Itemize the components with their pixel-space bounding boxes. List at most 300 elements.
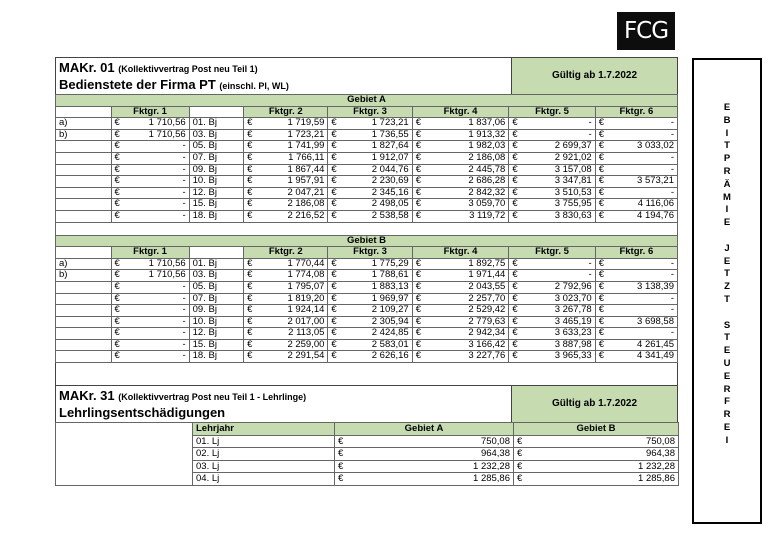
currency-cell: € [111,152,125,164]
currency-cell: € [509,199,523,211]
currency-cell: € [244,293,258,305]
f3-value: 2 424,85 [342,328,412,340]
f5-value: 3 347,81 [523,176,595,188]
currency-cell: € [595,270,609,282]
currency-cell: € [244,281,258,293]
f1-value: 1 710,56 [125,129,189,141]
f4-value: 1 982,03 [427,141,509,153]
col-header-f1: Fktgr. 1 [111,106,189,118]
f6-value: - [610,305,678,317]
currency-cell: € [412,141,426,153]
currency-cell: € [328,129,342,141]
currency-cell: € [244,210,258,222]
f1-value: 1 710,56 [125,258,189,270]
currency-cell: € [244,351,258,363]
currency-cell: € [412,176,426,188]
currency-cell: € [595,258,609,270]
f5-value: - [523,118,595,130]
currency-cell: € [412,199,426,211]
currency-cell: € [412,305,426,317]
gebiet-a-value: 1 232,28 [349,460,514,473]
f3-value: 2 538,58 [342,210,412,222]
sidebar-letter: M [723,191,731,203]
bj-cell: 18. Bj [189,210,243,222]
sidebar-letter: U [723,357,731,369]
currency-cell: € [111,339,125,351]
f6-value: 3 573,21 [610,176,678,188]
sidebar-letter: E [723,421,731,433]
apprentice-table [55,422,679,486]
f2-value: 2 186,08 [258,199,328,211]
currency-cell: € [244,152,258,164]
f3-value: 2 626,16 [342,351,412,363]
currency-cell: € [328,293,342,305]
gebiet-b-value: 1 232,28 [528,460,679,473]
currency-cell: € [111,176,125,188]
f3-value: 1 827,64 [342,141,412,153]
f1-value: - [125,328,189,340]
currency-cell: € [509,118,523,130]
f4-value: 3 119,72 [427,210,509,222]
currency-cell: € [412,210,426,222]
currency-cell: € [595,199,609,211]
bj-cell: 07. Bj [189,293,243,305]
row-label: a) [56,258,112,270]
bj-cell: 01. Bj [189,118,243,130]
currency-cell: € [509,328,523,340]
currency-cell: € [595,281,609,293]
gebiet-b-label: Gebiet B [56,235,678,247]
f6-value: 3 138,39 [610,281,678,293]
f4-value: 3 227,76 [427,351,509,363]
lehrjahr-cell: 03. Lj [193,460,335,473]
row-label [56,152,112,164]
bj-cell: 15. Bj [189,339,243,351]
salary-document [55,57,678,486]
table-row [56,328,678,340]
currency-cell: € [595,305,609,317]
f6-value: - [610,164,678,176]
f5-value: 3 633,23 [523,328,595,340]
sidebar-letter: E [723,370,731,382]
table-row [56,293,678,305]
currency-cell: € [111,351,125,363]
col-header-f1: Fktgr. 1 [111,247,189,259]
f4-value: 2 257,70 [427,293,509,305]
row-label [56,210,112,222]
col-header-f6: Fktgr. 6 [595,106,677,118]
bj-cell: 03. Bj [189,129,243,141]
currency-cell: € [595,351,609,363]
row-label [56,187,112,199]
f2-value: 1 766,11 [258,152,328,164]
currency-cell: € [509,281,523,293]
col-header-f4: Fktgr. 4 [412,247,509,259]
bj-cell: 10. Bj [189,176,243,188]
currency-cell: € [335,435,349,448]
sidebar-letter: E [723,102,731,113]
sidebar-vertical-text [692,58,762,524]
currency-cell: € [412,164,426,176]
f3-value: 1 969,97 [342,293,412,305]
f4-value: 2 686,28 [427,176,509,188]
f1-value: - [125,187,189,199]
sidebar-letter: I [725,127,729,139]
f1-value: - [125,305,189,317]
currency-cell: € [328,152,342,164]
sidebar-letter: I [725,204,729,216]
table-row [56,270,678,282]
sidebar-letter: F [724,396,730,408]
sidebar-letter [694,230,760,243]
table-row [56,129,678,141]
f2-value: 1 819,20 [258,293,328,305]
currency-cell: € [412,351,426,363]
bj-cell: 03. Bj [189,270,243,282]
currency-cell: € [328,199,342,211]
currency-cell: € [595,316,609,328]
currency-cell: € [328,164,342,176]
gebiet-a-value: 1 285,86 [349,473,514,486]
row-label [56,351,112,363]
f1-value: - [125,199,189,211]
f3-value: 1 775,29 [342,258,412,270]
currency-cell: € [412,293,426,305]
col-header-f3: Fktgr. 3 [328,106,412,118]
currency-cell: € [509,187,523,199]
f4-value: 2 942,34 [427,328,509,340]
currency-cell: € [111,187,125,199]
sidebar-letter: Z [724,281,730,293]
currency-cell: € [328,141,342,153]
col-header-f5: Fktgr. 5 [509,106,595,118]
f2-value: 1 741,99 [258,141,328,153]
gebiet-a-value: 964,38 [349,448,514,461]
f5-value: 2 792,96 [523,281,595,293]
blank-cell [56,423,193,486]
currency-cell: € [328,210,342,222]
row-label [56,339,112,351]
currency-cell: € [509,129,523,141]
f5-value: 3 830,63 [523,210,595,222]
currency-cell: € [244,118,258,130]
row-label [56,305,112,317]
bj-cell: 05. Bj [189,281,243,293]
currency-cell: € [509,164,523,176]
spacer-cell [56,222,678,235]
row-label [56,316,112,328]
currency-cell: € [595,210,609,222]
f4-value: 3 166,42 [427,339,509,351]
currency-cell: € [412,339,426,351]
currency-cell: € [111,118,125,130]
currency-cell: € [509,305,523,317]
f6-value: 4 261,45 [610,339,678,351]
f6-value: - [610,270,678,282]
f3-value: 2 583,01 [342,339,412,351]
f3-value: 1 736,55 [342,129,412,141]
currency-cell: € [509,258,523,270]
row-label: b) [56,270,112,282]
spacer-row [56,222,678,235]
currency-cell: € [111,293,125,305]
currency-cell: € [595,339,609,351]
f1-value: - [125,176,189,188]
currency-cell: € [412,328,426,340]
table-row [56,339,678,351]
table-row [56,210,678,222]
sidebar-letter: T [724,293,730,305]
header-lehrjahr: Lehrjahr [193,423,335,436]
f1-value: - [125,281,189,293]
col-header-f4: Fktgr. 4 [412,106,509,118]
bj-cell: 05. Bj [189,141,243,153]
currency-cell: € [244,316,258,328]
currency-cell: € [111,141,125,153]
col-header-f6: Fktgr. 6 [595,247,677,259]
currency-cell: € [412,187,426,199]
f5-value: 3 267,78 [523,305,595,317]
column-header-row [56,106,678,118]
currency-cell: € [509,316,523,328]
f3-value: 2 230,69 [342,176,412,188]
f5-value: 3 465,19 [523,316,595,328]
f6-value: - [610,118,678,130]
currency-cell: € [244,176,258,188]
currency-cell: € [244,258,258,270]
f6-value: - [610,328,678,340]
currency-cell: € [328,328,342,340]
sidebar-letter: Ä [723,178,731,190]
f2-value: 2 113,05 [258,328,328,340]
table-row [56,118,678,130]
blank-cell [189,106,243,118]
f3-value: 1 883,13 [342,281,412,293]
currency-cell: € [412,316,426,328]
currency-cell: € [244,129,258,141]
col-header-f2: Fktgr. 2 [244,247,328,259]
sidebar-letter: T [724,140,730,152]
sidebar-letter: B [723,114,731,126]
f3-value: 2 044,76 [342,164,412,176]
currency-cell: € [595,328,609,340]
currency-cell: € [412,118,426,130]
currency-cell: € [412,129,426,141]
f5-value: 3 755,95 [523,199,595,211]
f1-value: - [125,141,189,153]
currency-cell: € [335,460,349,473]
blank-cell [56,247,112,259]
sidebar-letter: R [723,383,731,395]
currency-cell: € [328,281,342,293]
currency-cell: € [595,152,609,164]
f2-value: 1 719,59 [258,118,328,130]
currency-cell: € [111,129,125,141]
currency-cell: € [244,305,258,317]
currency-cell: € [595,118,609,130]
currency-cell: € [514,435,528,448]
currency-cell: € [509,270,523,282]
sidebar-letter: E [723,255,731,267]
currency-cell: € [514,448,528,461]
f6-value: - [610,293,678,305]
f2-value: 2 047,21 [258,187,328,199]
gebiet-a-value: 750,08 [349,435,514,448]
f4-value: 1 837,06 [427,118,509,130]
currency-cell: € [509,351,523,363]
f1-value: - [125,210,189,222]
sidebar-letter: R [723,409,731,421]
currency-cell: € [328,187,342,199]
header-gebiet-b: Gebiet B [514,423,679,436]
lehrjahr-cell: 04. Lj [193,473,335,486]
f4-value: 2 043,55 [427,281,509,293]
currency-cell: € [509,293,523,305]
f1-value: - [125,164,189,176]
currency-cell: € [244,187,258,199]
f1-value: - [125,339,189,351]
table-row [56,141,678,153]
col-header-f3: Fktgr. 3 [328,247,412,259]
sidebar-letter [694,307,760,320]
currency-cell: € [412,281,426,293]
fcg-logo: FCG [617,12,675,50]
bj-cell: 15. Bj [189,199,243,211]
currency-cell: € [328,339,342,351]
currency-cell: € [595,187,609,199]
gebiet-b-value: 964,38 [528,448,679,461]
f3-value: 1 723,21 [342,118,412,130]
f2-value: 1 957,91 [258,176,328,188]
bj-cell: 12. Bj [189,328,243,340]
f5-value: 3 510,53 [523,187,595,199]
currency-cell: € [111,258,125,270]
f3-value: 2 345,16 [342,187,412,199]
lehrjahr-cell: 02. Lj [193,448,335,461]
currency-cell: € [595,141,609,153]
f6-value: 3 033,02 [610,141,678,153]
currency-cell: € [335,473,349,486]
currency-cell: € [111,199,125,211]
currency-cell: € [244,339,258,351]
makr31-subtitle: Lehrlingsentschädigungen [59,405,226,421]
currency-cell: € [111,305,125,317]
bj-cell: 12. Bj [189,187,243,199]
f3-value: 2 109,27 [342,305,412,317]
makr01-header [55,57,678,94]
table-row [56,152,678,164]
f5-value: - [523,270,595,282]
currency-cell: € [595,129,609,141]
currency-cell: € [509,339,523,351]
row-label [56,328,112,340]
sidebar-letter: P [723,153,731,165]
f4-value: 2 445,78 [427,164,509,176]
f2-value: 1 723,21 [258,129,328,141]
makr31-header [55,385,678,422]
row-label [56,199,112,211]
f5-value: 3 887,98 [523,339,595,351]
currency-cell: € [244,141,258,153]
column-header-row [56,247,678,259]
currency-cell: € [328,118,342,130]
currency-cell: € [244,199,258,211]
f6-value: 3 698,58 [610,316,678,328]
f5-value: - [523,258,595,270]
f3-value: 1 788,61 [342,270,412,282]
sidebar-letter: S [723,319,731,331]
currency-cell: € [111,270,125,282]
currency-cell: € [328,270,342,282]
table-row [56,199,678,211]
f4-value: 3 059,70 [427,199,509,211]
f5-value: 3 157,08 [523,164,595,176]
table-row [56,316,678,328]
f1-value: - [125,293,189,305]
f2-value: 1 924,14 [258,305,328,317]
f4-value: 1 892,75 [427,258,509,270]
currency-cell: € [509,152,523,164]
bj-cell: 07. Bj [189,152,243,164]
sidebar-letter: E [723,345,731,357]
col-header-f5: Fktgr. 5 [509,247,595,259]
f2-value: 1 770,44 [258,258,328,270]
apprentice-header-row [56,423,679,436]
f4-value: 2 186,08 [427,152,509,164]
bj-cell: 10. Bj [189,316,243,328]
f1-value: - [125,152,189,164]
currency-cell: € [514,460,528,473]
row-label: b) [56,129,112,141]
bj-cell: 01. Bj [189,258,243,270]
currency-cell: € [111,316,125,328]
f4-value: 1 971,44 [427,270,509,282]
table-row [56,305,678,317]
f2-value: 1 795,07 [258,281,328,293]
currency-cell: € [595,164,609,176]
f4-value: 2 529,42 [427,305,509,317]
f5-value: 3 023,70 [523,293,595,305]
currency-cell: € [509,176,523,188]
f3-value: 1 912,07 [342,152,412,164]
currency-cell: € [509,210,523,222]
currency-cell: € [328,305,342,317]
makr01-subtitle: Bedienstete der Firma PT (einschl. Pl, WL) [59,77,289,92]
currency-cell: € [244,270,258,282]
table-row [56,187,678,199]
f6-value: 4 116,06 [610,199,678,211]
f6-value: - [610,258,678,270]
table-row [56,281,678,293]
sidebar-letter: T [724,268,730,280]
bj-cell: 09. Bj [189,305,243,317]
f2-value: 2 259,00 [258,339,328,351]
f2-value: 2 017,00 [258,316,328,328]
row-label [56,141,112,153]
f6-value: - [610,152,678,164]
sidebar-letter: I [725,434,729,446]
bj-cell: 18. Bj [189,351,243,363]
gebiet-b-value: 750,08 [528,435,679,448]
makr31-title: MAKr. 31 (Kollektivvertrag Post neu Teil 1 - Lehrlinge) [59,388,307,404]
sidebar-letter: R [723,165,731,177]
currency-cell: € [335,448,349,461]
currency-cell: € [328,351,342,363]
gebiet-b-value: 1 285,86 [528,473,679,486]
gebiet-header-row [56,95,678,107]
f2-value: 1 774,08 [258,270,328,282]
currency-cell: € [412,258,426,270]
